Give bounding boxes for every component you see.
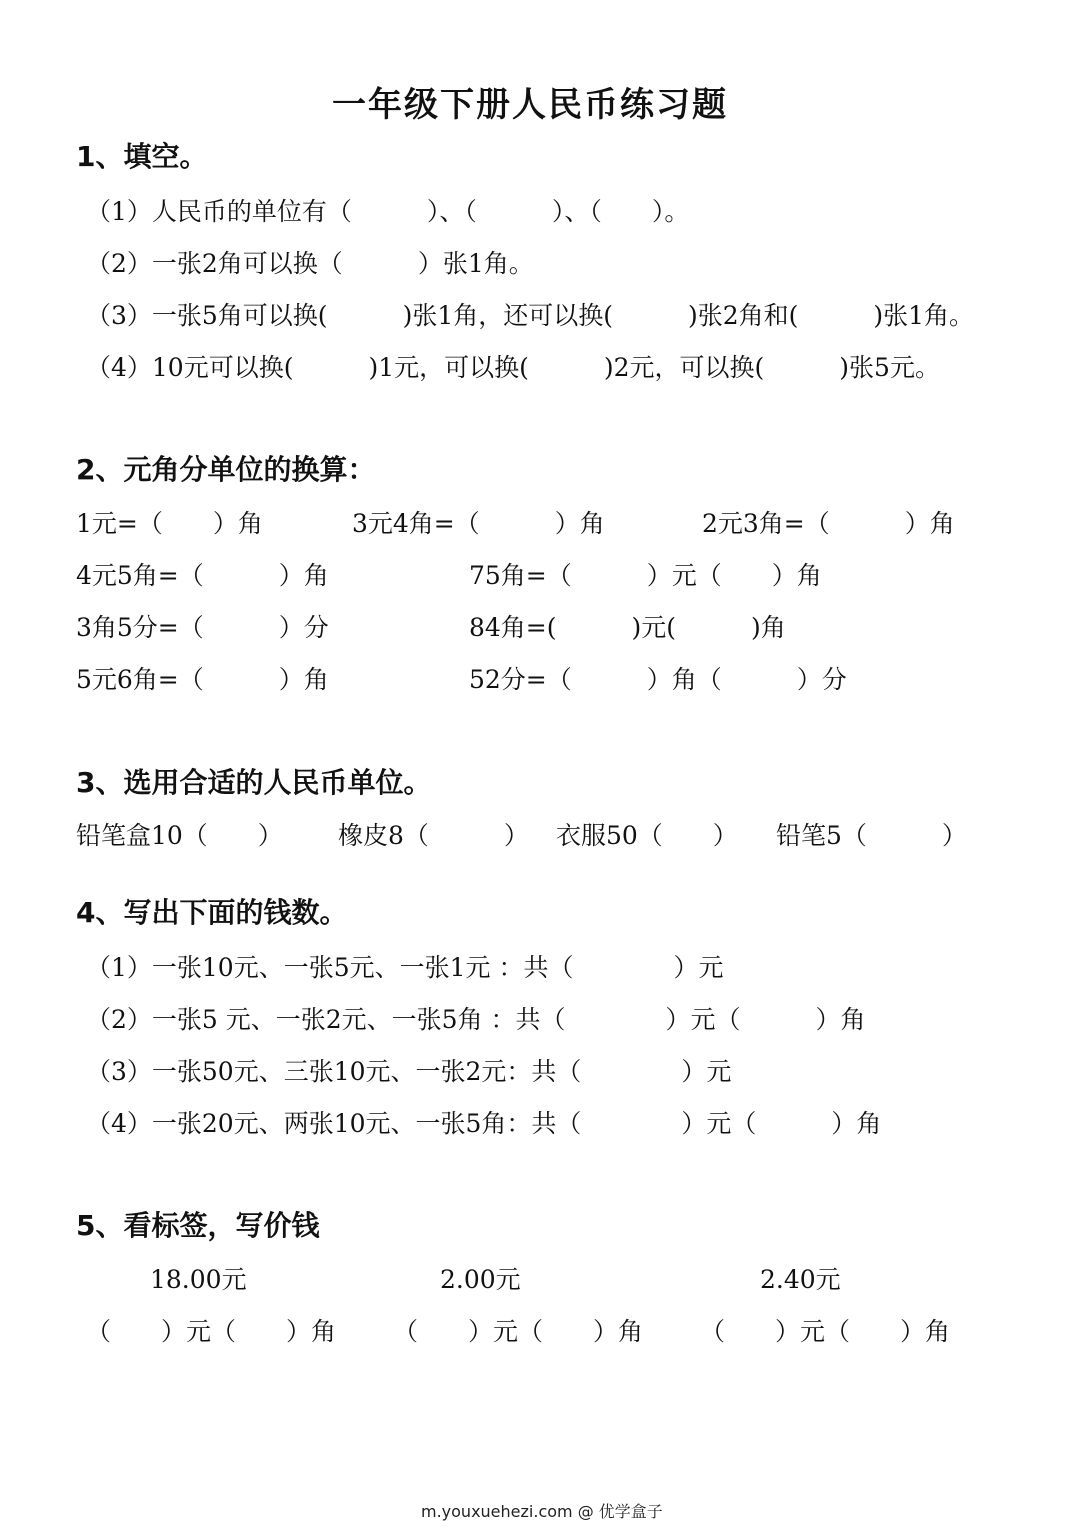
footer-watermark: m.youxuehezi.com @ 优学盒子 <box>421 1502 663 1521</box>
price-answer: （ ）元（ ）角 <box>700 1317 951 1346</box>
q4-heading: 4、写出下面的钱数。 <box>76 896 348 929</box>
q4-line-3: （3）一张50元、三张10元、一张2元：共（ ）元 <box>86 1057 732 1086</box>
price-label: 18.00元 <box>150 1265 247 1294</box>
q3-heading: 3、选用合适的人民币单位。 <box>76 766 432 799</box>
price-label: 2.00元 <box>440 1265 521 1294</box>
price-label: 2.40元 <box>760 1265 841 1294</box>
q2-item: 75角=（ ）元（ ）角 <box>469 561 822 590</box>
q1-line-4: （4）10元可以换( )1元，可以换( )2元，可以换( )张5元。 <box>86 353 940 382</box>
q2-item: 84角=( )元( )角 <box>469 613 786 642</box>
q1-line-1: （1）人民币的单位有（ ）、（ ）、（ ）。 <box>86 197 690 226</box>
q3-item: 衣服50（ ） <box>556 821 738 850</box>
q1-line-2: （2）一张2角可以换（ ）张1角。 <box>86 249 534 278</box>
q2-heading: 2、元角分单位的换算： <box>76 453 376 486</box>
q1-line-3: （3）一张5角可以换( )张1角，还可以换( )张2角和( )张1角。 <box>86 301 975 330</box>
q2-item: 5元6角=（ ）角 <box>76 665 329 694</box>
q2-item: 2元3角=（ ）角 <box>702 509 955 538</box>
q2-item: 52分=（ ）角（ ）分 <box>469 665 847 694</box>
q3-item: 橡皮8（ ） <box>338 821 529 850</box>
q4-line-2: （2）一张5 元、一张2元、一张5角 ：共（ ）元（ ）角 <box>86 1005 866 1034</box>
q5-heading: 5、看标签，写价钱 <box>76 1209 320 1242</box>
q2-item: 3角5分=（ ）分 <box>76 613 329 642</box>
q2-item: 3元4角=（ ）角 <box>352 509 605 538</box>
q2-item: 1元=（ ）角 <box>76 509 263 538</box>
q4-line-4: （4）一张20元、两张10元、一张5角：共（ ）元（ ）角 <box>86 1109 882 1138</box>
worksheet-title: 一年级下册人民币练习题 <box>332 85 728 125</box>
q4-line-1: （1）一张10元、一张5元、一张1元 ：共（ ）元 <box>86 953 724 982</box>
q2-item: 4元5角=（ ）角 <box>76 561 329 590</box>
price-answer: （ ）元（ ）角 <box>393 1317 644 1346</box>
q3-item: 铅笔盒10（ ） <box>76 821 283 850</box>
q1-heading: 1、填空。 <box>76 140 208 173</box>
price-answer: （ ）元（ ）角 <box>86 1317 337 1346</box>
q3-item: 铅笔5（ ） <box>776 821 967 850</box>
